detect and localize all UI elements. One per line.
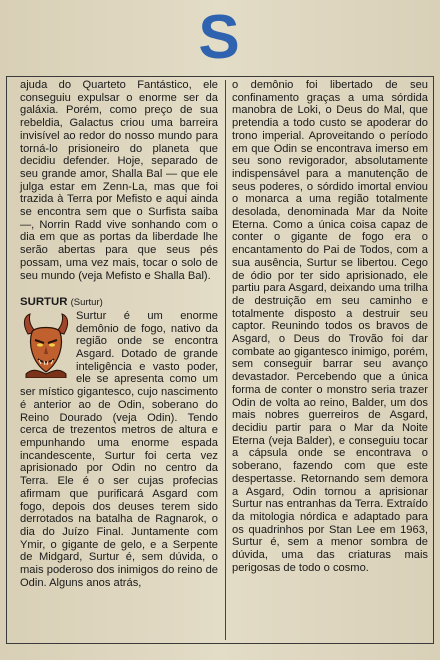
entry-body: Surtur é um enorme demônio de fogo, nativo da região onde se encontra Asgard. Dotado de grande inteligência e vasto poder, ele se apresenta como um ser místico gigantesco, cujo nascimento é anterior ao de Odin, soberano do Reino Dourado (veja Odin). Tendo cerca de trezentos metros de altura e empunhando uma enorme espada incandescente, Surtur foi certa vez aprisionado por Odin no centro da Terra. Ele é o ser cujas profecias afirmam que purificará Asgard com fogo, depois dos deuses terem sido derrotados na batalha de Ragnarok, o dia do Juízo Final. Juntamente com Ymir, o gigante de gelo, e a Serpente de Midgard, Surtur é, sem dúvida, o mais poderoso dos inimigos do reino de Odin. Alguns anos atrás,	[20, 309, 218, 589]
column-divider	[225, 80, 226, 640]
surtur-portrait-illustration	[20, 312, 72, 378]
section-initial	[196, 4, 242, 72]
intro-paragraph: ajuda do Quarteto Fantástico, ele conseguiu expulsar o enorme ser da galáxia. Porém, como preço de sua rebeldia, Galactus criou uma barreira invisível ao redor do nosso mundo para torná-lo prisioneiro do planeta que decidiu defender. Hoje, separado de seu grande amor, Shalla Bal — que ele julga estar em Zenn-La, mas que foi trazida à Terra por Mefisto e aqui ainda se encontra sem que o Surfista saiba —, Norrin Radd vive sonhando com o dia em que as portas da liberdade lhe serão abertas para que seus pés possam, uma vez mais, tocar o solo de seu mundo (veja Mefisto e Shalla Bal).	[20, 79, 218, 282]
left-column	[20, 79, 218, 589]
entry-heading	[20, 296, 218, 310]
section-initial-letter: S	[198, 3, 240, 72]
right-column	[232, 79, 428, 574]
right-column-paragraph: o demônio foi libertado de seu confinamento graças a uma sórdida manobra de Loki, o Deus do Mal, que pretendia a todo custo se apoderar do trono imperial. Aproveitando o período em que Odin se encontrava imerso em seu sono revigorador, absolutamente indispensável para a manutenção de seus poderes, o sórdido imortal enviou o monarca a uma região totalmente desolada, denominada Mar da Noite Eterna. Como a única coisa capaz de conter o gigante de fogo era o encantamento do Pai de Todos, com a sua ausência, Surtur se libertou. Cego de ódio por ter sido aprisionado, ele partiu para Asgard, deixando uma trilha de destruição em seu caminho e totalmente disposto a destruir seu captor. Reunindo todos os bravos de Asgard, o Deus do Trovão foi dar combate ao gigantesco inimigo, porém, sem conseguir barrar seu avanço devastador. Percebendo que a única forma de conter o monstro seria trazer Odin de volta ao reino, Balder, um dos mais nobres guerreiros de Asgard, decidiu partir para o Mar da Noite Eterna (veja Balder), e conseguiu tocar a cápsula onde se encontrava o soberano, fazendo com que este despertasse. Retornando sem demora a Asgard, Odin tornou a aprisionar Surtur nas entranhas da Terra. Extraído da mitologia nórdica e adaptado para os quadrinhos por Stan Lee em 1963, Surtur é, sem a menor sombra de dúvida, uma das criaturas mais perigosas de todo o cosmo.	[232, 79, 428, 574]
entry-surtur	[20, 296, 218, 589]
entry-subtitle: (Surtur)	[70, 297, 103, 309]
entry-title: SURTUR	[20, 296, 68, 309]
